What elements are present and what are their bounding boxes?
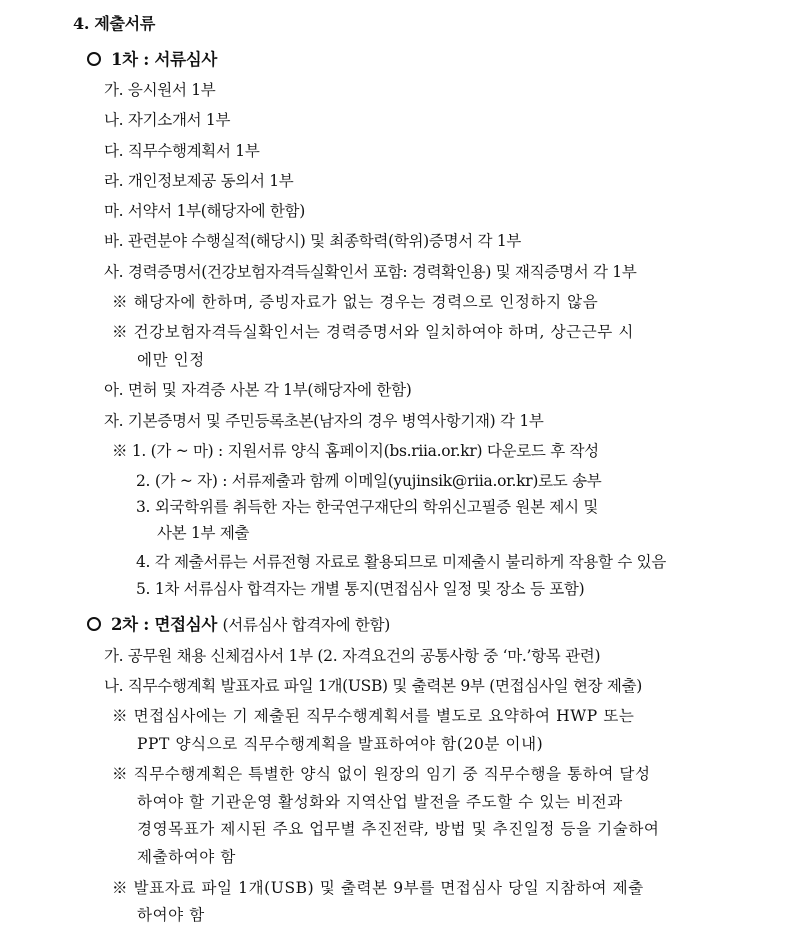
round1-item: 나. 자기소개서 1부 [104, 111, 231, 129]
round2-item: 나. 직무수행계획 발표자료 파일 1개(USB) 및 출력본 9부 (면접심사일 현장 제출) [104, 677, 643, 695]
round2-subtitle: (서류심사 합격자에 한함) [222, 616, 390, 634]
round1-title: 1차 : 서류심사 [111, 50, 218, 69]
round1-footnote: 2. (가 ~ 자) : 서류제출과 함께 이메일(yujinsik@riia.or.kr)로도 송부 [136, 472, 602, 490]
round1-item: 마. 서약서 1부(해당자에 한함) [104, 202, 305, 220]
round1-item: 라. 개인정보제공 동의서 1부 [104, 172, 294, 190]
round1-note: ※ 해당자에 한하며, 증빙자료가 없는 경우는 경력으로 인정하지 않음 [112, 293, 599, 311]
round2-note-cont: PPT 양식으로 직무수행계획을 발표하여야 함(20분 이내) [137, 735, 544, 753]
circle-bullet-icon [87, 52, 101, 66]
round1-item: 가. 응시원서 1부 [104, 81, 216, 99]
round1-item: 다. 직무수행계획서 1부 [104, 142, 260, 160]
round1-footnote: ※ 1. (가 ~ 마) : 지원서류 양식 홈페이지(bs.riia.or.kr) 다운로드 후 작성 [112, 442, 599, 460]
round1-footnote: 4. 각 제출서류는 서류전형 자료로 활용되므로 미제출시 불리하게 작용할 수 있음 [136, 553, 666, 571]
round1-item: 아. 면허 및 자격증 사본 각 1부(해당자에 한함) [104, 381, 412, 399]
round2-note-cont: 하여야 함 [137, 906, 205, 924]
round2-note: ※ 면접심사에는 기 제출된 직무수행계획서를 별도로 요약하여 HWP 또는 [112, 707, 635, 725]
round2-item: 가. 공무원 채용 신체검사서 1부 (2. 자격요건의 공통사항 중 ‘마.’항목 관련) [104, 647, 601, 665]
round1-item: 사. 경력증명서(건강보험자격득실확인서 포함: 경력확인용) 및 재직증명서 각 1부 [104, 263, 637, 281]
round1-item: 자. 기본증명서 및 주민등록초본(남자의 경우 병역사항기재) 각 1부 [104, 412, 544, 430]
round2-title-row [87, 615, 390, 635]
round1-note: ※ 건강보험자격득실확인서는 경력증명서와 일치하여야 하며, 상근근무 시 [112, 323, 634, 341]
section-heading: 4. 제출서류 [73, 14, 155, 33]
round2-note: ※ 발표자료 파일 1개(USB) 및 출력본 9부를 면접심사 당일 지참하여 제출 [112, 879, 644, 897]
circle-bullet-icon [87, 617, 101, 631]
round1-footnote: 3. 외국학위를 취득한 자는 한국연구재단의 학위신고필증 원본 제시 및 [136, 498, 599, 516]
round2-note: ※ 직무수행계획은 특별한 양식 없이 원장의 임기 중 직무수행을 통하여 달성 [112, 765, 651, 783]
round2-note-cont: 하여야 할 기관운영 활성화와 지역산업 발전을 주도할 수 있는 비전과 [137, 793, 623, 811]
round1-title-row [87, 50, 217, 70]
round1-item: 바. 관련분야 수행실적(해당시) 및 최종학력(학위)증명서 각 1부 [104, 232, 522, 250]
round1-footnote: 5. 1차 서류심사 합격자는 개별 통지(면접심사 일정 및 장소 등 포함) [136, 580, 585, 598]
round2-note-cont: 제출하여야 함 [137, 848, 236, 866]
round2-note-cont: 경영목표가 제시된 주요 업무별 추진전략, 방법 및 추진일정 등을 기술하여 [137, 820, 660, 838]
round1-note-cont: 에만 인정 [137, 351, 205, 369]
round2-title: 2차 : 면접심사 [111, 615, 218, 634]
round1-footnote-cont: 사본 1부 제출 [157, 524, 250, 542]
